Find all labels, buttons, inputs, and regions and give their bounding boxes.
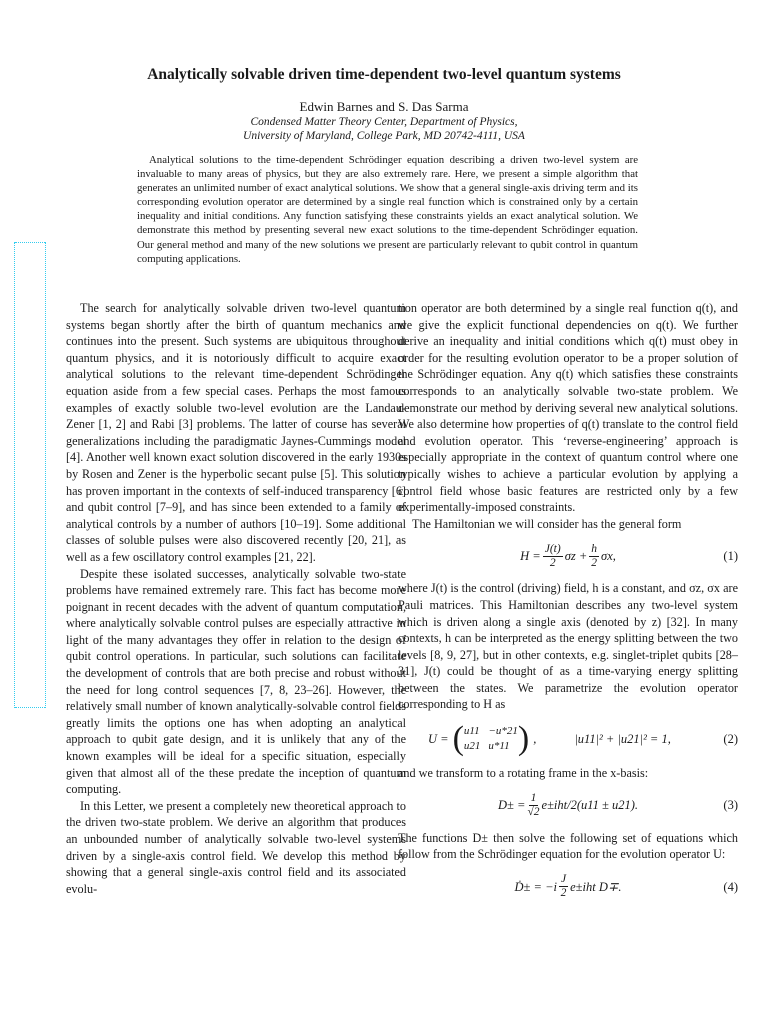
matrix-cell-21: u21: [463, 740, 481, 753]
eq1-middle: σz +: [564, 549, 588, 564]
paragraph-letter-summary: In this Letter, we present a completely new theoretical approach to the driven two-state problem. We derive an algorithm that produces an unbounded number of analytically solvable two-level systems driven by a single-axis control field. We develop this method by showing that a general single-axis control field and its associated evolu-: [66, 798, 406, 896]
eq2-lhs: U =: [428, 731, 449, 746]
eq2-comma: ,: [533, 731, 537, 746]
eq3-denominator: √2: [527, 806, 540, 819]
affiliation-line-1: Condensed Matter Theory Center, Department of Physics,: [250, 116, 518, 128]
eq2-constraint: |u11|² + |u21|² = 1,: [574, 731, 671, 746]
eq2-matrix: ( u11 −u*21 u21 u*11 ): [452, 720, 530, 758]
matrix-cell-22: u*11: [488, 740, 510, 753]
eq3-fraction: [527, 792, 539, 819]
right-column: [398, 300, 738, 911]
paragraph-motivation: Despite these isolated successes, analytically solvable two-state problems have remained extremely rare. This fact has become more poignant in recent decades with the advent of quantum computation, where analytically solvable control pulses are especially attractive in light of the many advantages they offer in relation to the design of qubit control operations. In particular, such solutions can facilitate the development of controls that are both precise and robust without the need for long control sequences [7, 8, 23–26]. However, the relatively small number of known analytically-solvable control fields greatly limits the options one has when adopting an analytical approach to qubit gate design, and it is unlikely that any of the known examples will be ideal for a specific situation, especially given that almost all of the these predate the inception of quantum computing.: [66, 566, 406, 797]
equation-3: [398, 791, 738, 821]
eq3-numerator: 1: [530, 792, 537, 805]
paragraph-intro: The search for analytically solvable driven two-level quantum systems began shortly after the birth of quantum mechanics and continues into the present. Such systems are ubiquitous throughout quantum physics, and it is notoriously difficult to acquire exact analytical solutions to the relevant time-dependent Schrödinger equation aside from a few special cases. Perhaps the most famous examples of exactly soluble two-level evolution are the Landau-Zener [1, 2] and Rabi [3] problems. The latter of course has several generalizations including the paradigmatic Jaynes-Cummings model [4]. Another well known exact solution discovered in the early 1930s by Rosen and Zener is the hyperbolic secant pulse [5]. This solution has proven important in the contexts of self-induced transparency [6] and qubit control [7–9], and has since been extended to a family of analytical controls by a number of authors [10–19]. Some additional classes of soluble pulses were also discovered recently [20, 21], as well as a few oscillatory control examples [21, 22].: [66, 301, 406, 564]
eq4-fraction: [559, 873, 568, 900]
paragraph-rotating-frame: and we transform to a rotating frame in the x-basis:: [398, 766, 649, 781]
eq1-frac1-denominator: 2: [549, 556, 556, 569]
paper-title: Analytically solvable driven time-dependent two-level quantum systems: [147, 66, 621, 83]
equation-2: [398, 722, 738, 756]
eq4-lhs: Ḋ± = −i: [514, 879, 557, 894]
authors: Edwin Barnes and S. Das Sarma: [299, 99, 469, 114]
eq1-tail: σx,: [601, 549, 616, 564]
eq1-number: (1): [723, 549, 738, 564]
eq1-frac2-denominator: 2: [591, 556, 598, 569]
paragraph-functions: The functions D± then solve the following set of equations which follow from the Schrödinger equation for the evolution operator U:: [398, 830, 738, 862]
eq3-rhs: e±iht/2(u11 ± u21).: [541, 798, 638, 813]
eq4-denominator: 2: [560, 887, 567, 900]
affiliation-line-2: University of Maryland, College Park, MD 20742-4111, USA: [243, 130, 525, 142]
eq2-number: (2): [723, 731, 738, 746]
eq3-number: (3): [723, 798, 738, 813]
eq1-frac2-numerator: h: [591, 542, 598, 555]
eq1-frac1-numerator: J(t): [544, 542, 561, 555]
eq4-rhs: e±iht D∓.: [570, 879, 622, 894]
paragraph-hamiltonian-intro: The Hamiltonian we will consider has the general form: [412, 516, 682, 531]
eq4-numerator: J: [561, 873, 567, 886]
paragraph-continuation: tion operator are both determined by a single real function q(t), and we give the explicit functional dependencies on q(t). We further derive an inequality and initial conditions which q(t) must obey in order for the resulting evolution operator to be a proper solution of the Schrödinger equation. Any q(t) which satisfies these constraints corresponds to an analytically solvable two-state problem. We demonstrate our method by deriving several new analytical solutions. We also determine how properties of q(t) translate to the control field and evolution operator. This ‘reverse-engineering’ approach is especially appropriate in the context of quantum control where one typically wishes to achieve a particular evolution by applying a control field whose basic features are restricted only by a few experimentally-imposed constraints.: [398, 301, 738, 515]
arxiv-sidebar-link-box[interactable]: [14, 242, 46, 708]
matrix-cell-11: u11: [463, 725, 480, 738]
eq1-fraction-1: [543, 543, 563, 570]
equation-4: [398, 872, 738, 902]
matrix-cell-12: −u*21: [488, 725, 518, 738]
eq4-number: (4): [723, 879, 738, 894]
paragraph-hamiltonian-description: where J(t) is the control (driving) field, h is a constant, and σz, σx are Pauli matrices. This Hamiltonian describes any two-level system which is driven along a single axis (denoted by z) [32]. In many contexts, h can be interpreted as the energy splitting between the two levels [8, 9, 27], but in other contexts, e.g. singlet-triplet qubits [28–31], J(t) could be thought of as a time-varying energy splitting between the states. We parametrize the evolution operator corresponding to H as: [398, 581, 738, 712]
eq1-fraction-2: [589, 543, 599, 570]
left-column: [66, 300, 406, 897]
equation-1: [398, 541, 738, 571]
abstract: Analytical solutions to the time-dependent Schrödinger equation describing a driven two-level system are invaluable to many areas of physics, but they are also extremely rare. Here, we present a simple algorithm that generates an unlimited number of exact analytical solutions. We show that a general single-axis driving term and its corresponding evolution operator are determined by a single real function which is constrained only by a certain inequality and initial conditions. Any function satisfying these constraints yields an exact analytical solution. We demonstrate this method by presenting several new exact solutions to the time-dependent Schrödinger equation. Our general method and many of the new solutions we present are particularly relevant to qubit control in quantum computing applications.: [137, 154, 638, 265]
eq1-lhs: H =: [520, 549, 541, 564]
eq3-lhs: D± =: [498, 798, 526, 813]
